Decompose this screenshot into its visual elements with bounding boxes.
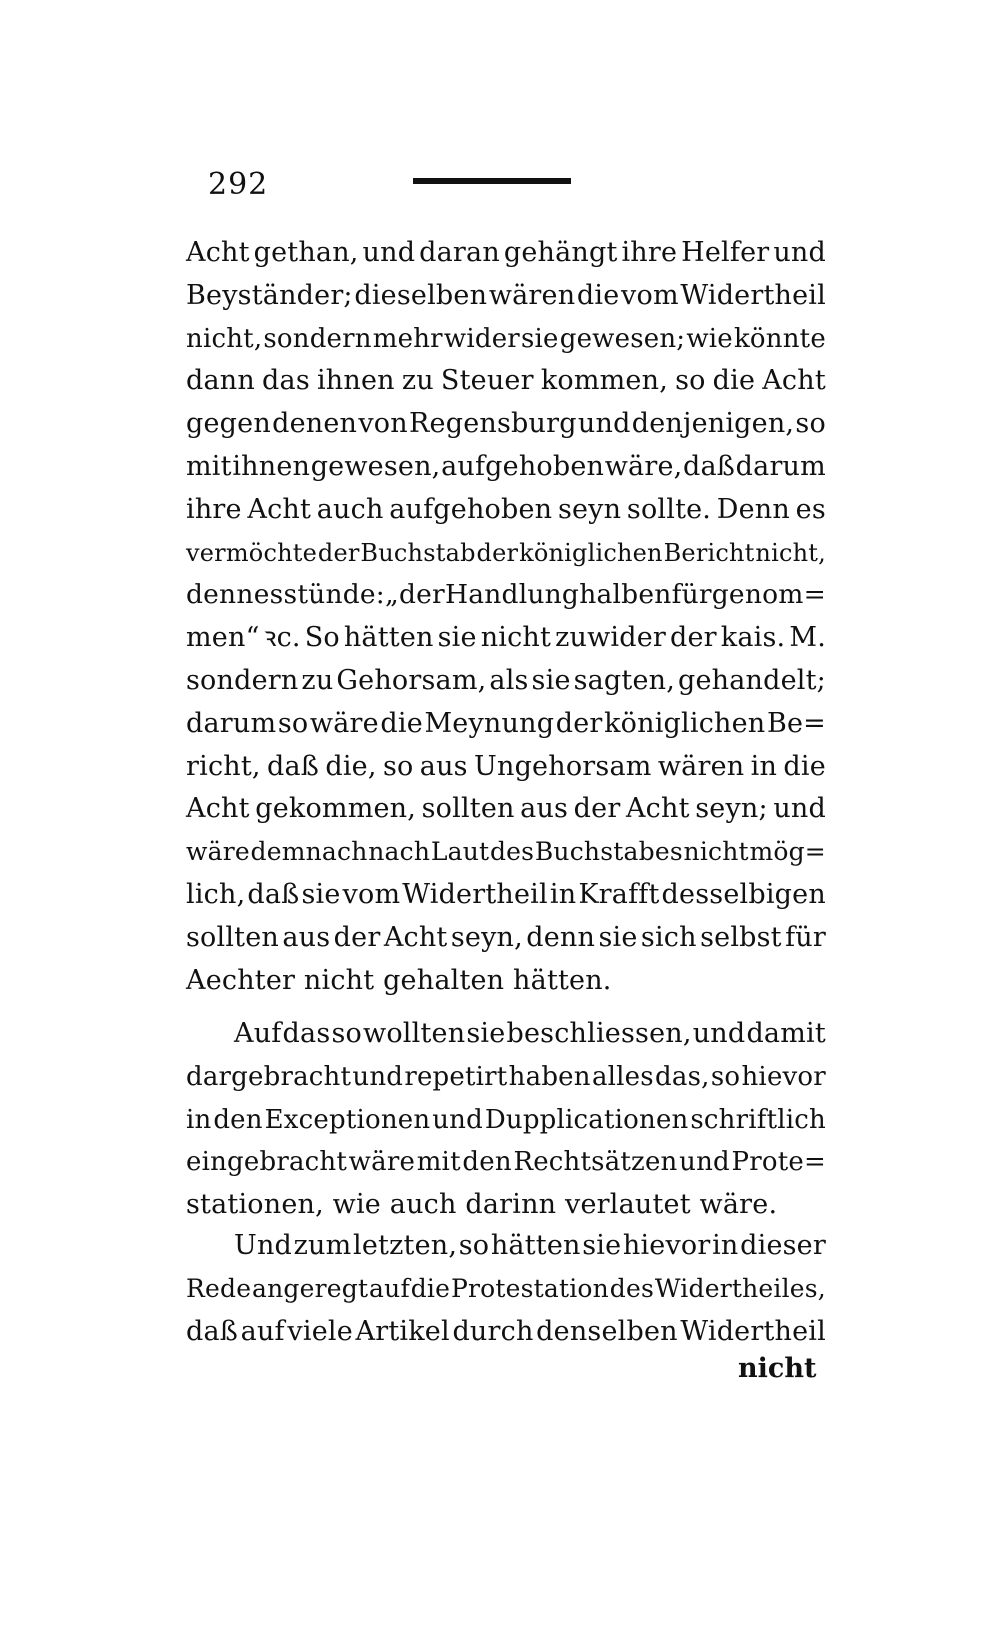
text-line: eingebracht wäre mit den Rechtsätzen und Prote= [186,1147,826,1178]
text-line: darum so wäre die Meynung der königlichen Be= [186,707,826,739]
paragraph-2 [186,1013,826,1227]
text-line: in den Exceptionen und Dupplicationen schriftlich [186,1104,826,1135]
text-line: sollten aus der Acht seyn, denn sie sich selbst für [186,921,826,953]
text-line: gegen denen von Regensburg und denjenigen, so [186,408,826,440]
catchword: nicht [738,1353,817,1384]
text-line: Acht gekommen, sollten aus der Acht seyn; und [186,793,826,825]
text-line: vermöchte der Buchstab der königlichen Bericht nicht, [186,538,826,567]
paragraph-1 [186,232,826,1002]
text-line: wäre demnach nach Laut des Buchstabes nicht mög= [186,837,826,867]
text-line: daß auf viele Artikel durch denselben Widertheil [186,1315,826,1347]
text-line: mit ihnen gewesen, aufgehoben wäre, daß darum [186,450,826,482]
text-line: denn es stünde: „der Handlung halben fürgenom= [186,579,826,611]
header-rule [413,178,571,184]
text-line: Aechter nicht gehalten hätten. [186,964,612,996]
text-line: nicht, sondern mehr wider sie gewesen; wie könnte [186,323,826,354]
text-line: dargebracht und repetirt haben alles das, so hievor [186,1061,826,1092]
text-line: ihre Acht auch aufgehoben seyn sollte. Denn es [186,493,826,525]
text-line: sondern zu Gehorsam, als sie sagten, gehandelt; [186,664,826,696]
text-line: stationen, wie auch darinn verlautet wäre. [186,1189,778,1221]
text-line: dann das ihnen zu Steuer kommen, so die Acht [186,365,826,397]
text-line: men“ ꝛc. So hätten sie nicht zuwider der kais. M. [186,622,826,654]
text-line: richt, daß die, so aus Ungehorsam wären in die [186,750,826,782]
text-line: Und zum letzten, so hätten sie hievor in dieser [234,1230,826,1261]
paragraph-3 [186,1225,826,1353]
text-line: Auf das so wollten sie beschliessen, und damit [234,1018,826,1049]
text-line: lich, daß sie vom Widertheil in Krafft desselbigen [186,878,826,910]
page-number: 292 [208,167,269,202]
text-line: Rede angeregt auf die Protestation des Widertheiles, [186,1273,826,1303]
text-line: Acht gethan, und daran gehängt ihre Helfer und [186,237,826,268]
text-line: Beyständer; dieselben wären die vom Widertheil [186,279,826,311]
